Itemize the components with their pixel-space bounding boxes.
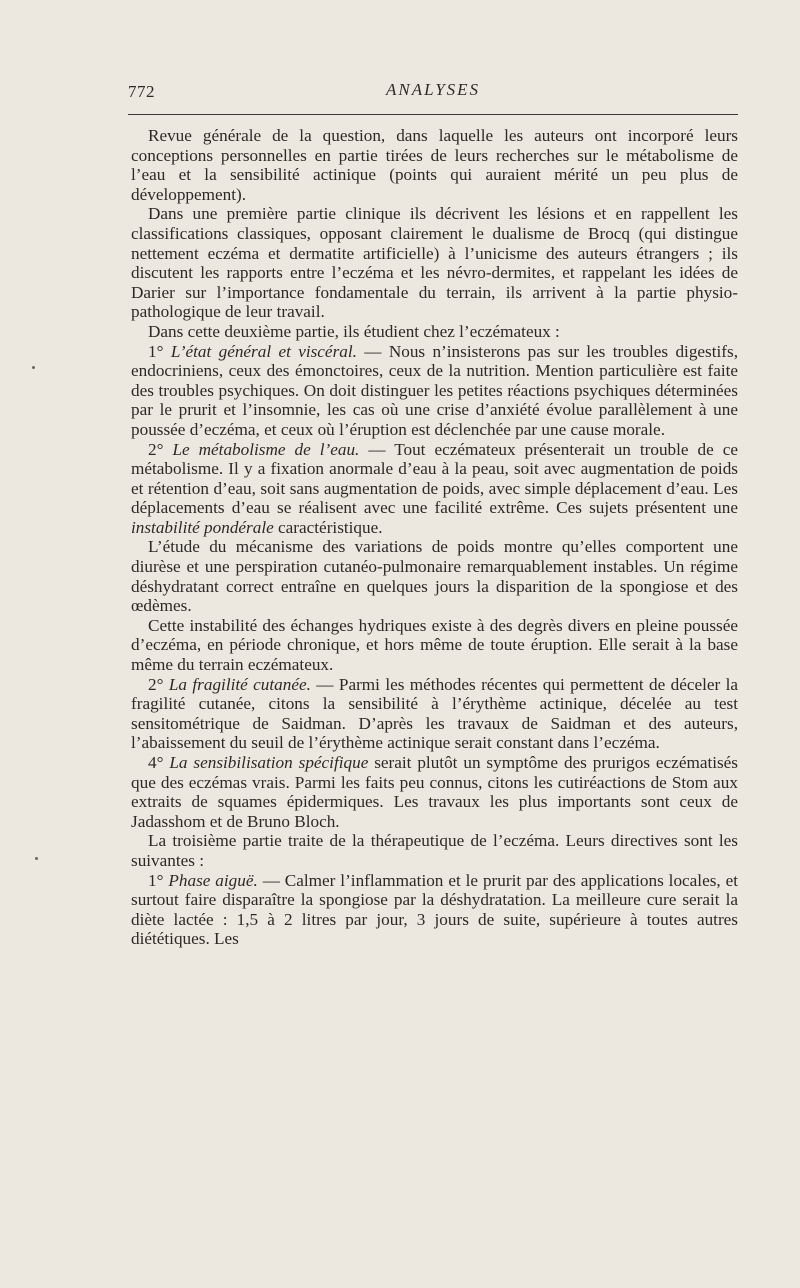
body-text	[131, 126, 738, 949]
page-header	[128, 80, 738, 106]
running-title: ANALYSES	[385, 80, 481, 99]
paragraph: Revue générale de la question, dans laquelle les auteurs ont incorporé leurs conceptions personnelles en partie tirées de leurs recherches sur le métabolisme de l’eau et la sensibilité actinique (points qui auraient mérité un peu plus de développement).	[131, 126, 738, 204]
paragraph: 1° L’état général et viscéral. — Nous n’insisterons pas sur les troubles digestifs, endocriniens, ceux des émonctoires, ceux de la nutrition. Mention particulière est faite des troubles psychiques. On doit distinguer les petites réactions psychiques déterminées par le prurit et l’insomnie, les cas où une crise d’anxiété évolue parallèlement à une poussée d’eczéma, et ceux où l’éruption est déclenchée par une cause morale.	[131, 341, 738, 439]
paragraph: 1° Phase aiguë. — Calmer l’inflammation et le prurit par des applications locales, et surtout faire disparaître la spongiose par la déshydratation. La meilleure cure serait la diète lactée : 1,5 à 2 litres par jour, 3 jours de suite, supérieure à toutes autres diététiques. Les	[131, 870, 739, 949]
paragraph: L’étude du mécanisme des variations de poids montre qu’elles comportent une diurèse et une perspiration cutanéo-pulmonaire remarquablement instables. Un régime déshydratant correct entraîne en quelques jours la disparition de la spongiose et des œdèmes.	[131, 537, 738, 616]
paragraph: La troisième partie traite de la thérapeutique de l’eczéma. Leurs directives sont les suivantes :	[131, 831, 738, 870]
header-rule	[128, 114, 738, 115]
paragraph: Cette instabilité des échanges hydriques existe à des degrès divers en pleine poussée d’eczéma, en période chronique, et hors même de toute éruption. Elle serait à la base même du terrain eczémateux.	[131, 615, 738, 675]
paragraph: 2° Le métabolisme de l’eau. — Tout eczémateux présenterait un trouble de ce métabolisme. Il y a fixation anormale d’eau à la peau, soit avec augmentation de poids et rétention d’eau, soit sans augmentation de poids, avec simple déplacement d’eau. Les déplacements d’eau se réalisent avec une facilité extrême. Ces sujets présentent une instabilité pondérale caractéristique.	[131, 439, 739, 537]
margin-speck	[32, 366, 35, 369]
paragraph: Dans une première partie clinique ils décrivent les lésions et en rappellent les classifications classiques, opposant clairement le dualisme de Brocq (qui distingue nettement eczéma et dermatite artificielle) à l’unicisme des auteurs étrangers ; ils discutent les rapports entre l’eczéma et les névro-dermites, et rappelant les idées de Darier sur l’importance fondamentale du terrain, ils arrivent à la partie physio-pathologique de leur travail.	[131, 204, 738, 322]
paragraph: Dans cette deuxième partie, ils étudient chez l’eczémateux :	[148, 321, 560, 341]
page-number: 772	[128, 82, 155, 101]
margin-speck	[35, 857, 38, 860]
paragraph: 4° La sensibilisation spécifique serait plutôt un symptôme des prurigos eczématisés que des eczémas vrais. Parmi les faits peu connus, citons les cutiréactions de Stom aux extraits de squames épidermiques. Les travaux les plus importants sont ceux de Jadasshom et de Bruno Bloch.	[131, 753, 738, 831]
paragraph: 2° La fragilité cutanée. — Parmi les méthodes récentes qui permettent de déceler la fragilité cutanée, citons la sensibilité à l’érythème actinique, décelée au test sensitométrique de Saidman. D’après les travaux de Saidman et des auteurs, l’abaissement du seuil de l’érythème actinique serait constant dans l’eczéma.	[131, 674, 738, 753]
